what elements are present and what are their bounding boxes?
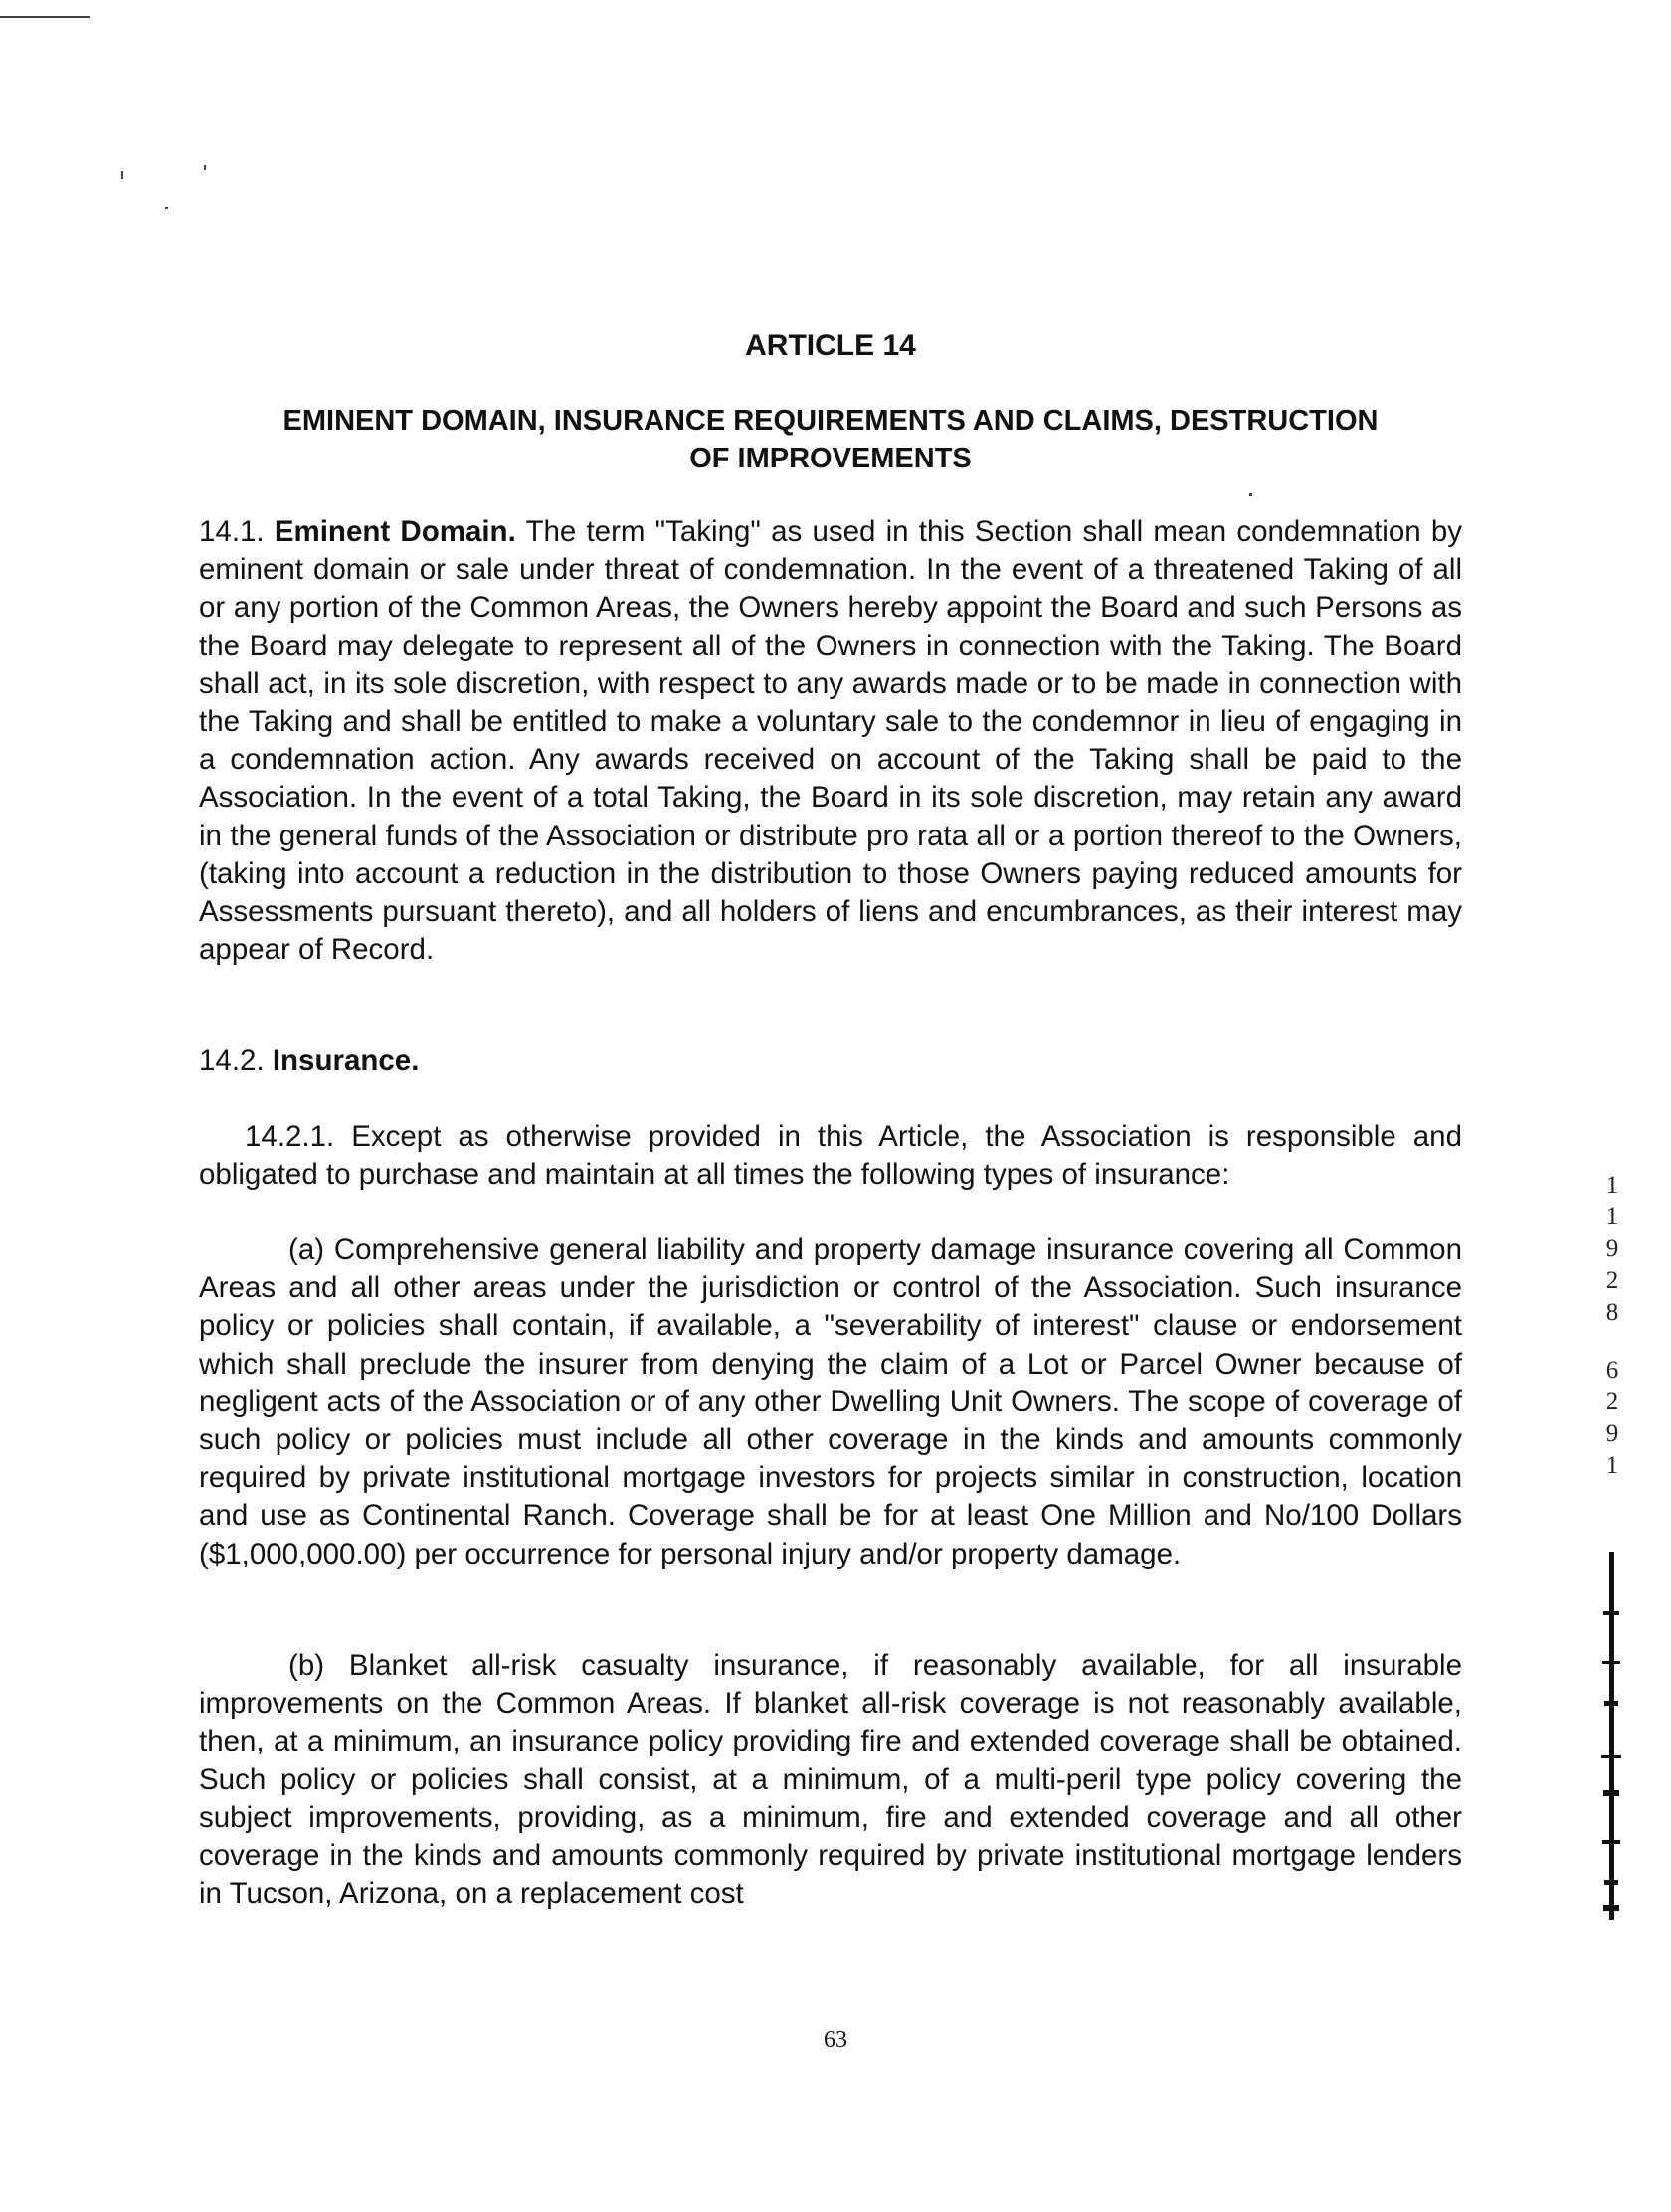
stamp-gap bbox=[1595, 1329, 1629, 1355]
section-14-2-heading bbox=[199, 1042, 419, 1080]
section-heading: Eminent Domain. bbox=[274, 515, 516, 548]
scan-mark-top-left bbox=[0, 16, 90, 18]
stamp-digit: 1 bbox=[1605, 1172, 1619, 1198]
stamp-digit: 2 bbox=[1605, 1267, 1619, 1294]
stamp-digit: 8 bbox=[1605, 1299, 1619, 1326]
article-subtitle bbox=[199, 402, 1462, 477]
clause-b-paragraph: (b) Blanket all-risk casualty insurance, if reasonably available, for all insurable improvements on the Common Areas. If blanket all-risk coverage is not reasonably available, then, at a minimum, an insurance policy providing fire and extended coverage shall be obtained. Such policy or policies shall consist, at a minimum, of a multi-peril type policy covering the subject improvements, providing, as a minimum, fire and extended coverage and all other coverage in the kinds and amounts commonly required by private institutional mortgage lenders in Tucson, Arizona, on a replacement cost bbox=[199, 1649, 1462, 1911]
subtitle-line-1: EMINENT DOMAIN, INSURANCE REQUIREMENTS AND CLAIMS, DESTRUCTION bbox=[282, 405, 1379, 437]
stamp-digit: 6 bbox=[1605, 1357, 1619, 1383]
stamp-digit: 1 bbox=[1605, 1203, 1619, 1230]
barcode-strip bbox=[1599, 1552, 1623, 1920]
page-number: 63 bbox=[824, 2027, 847, 2053]
section-14-1-paragraph bbox=[199, 513, 1462, 969]
scan-mark-dot bbox=[204, 165, 206, 170]
stamp-digit: 9 bbox=[1605, 1235, 1619, 1262]
stamp-digit: 9 bbox=[1605, 1420, 1619, 1447]
section-body: The term "Taking" as used in this Section shall mean condemnation by eminent domain or sale under threat of condemnation. In the event of a threatened Taking of all or any portion of the Common Areas, the Owners hereby appoint the Board and such Persons as the Board may delegate to represent all of the Owners in connection with the Taking. The Board shall act, in its sole discretion, with respect to any awards made or to be made in connection with the Taking and shall be entitled to make a voluntary sale to the condemnor in lieu of engaging in a condemnation action. Any awards received on account of the Taking shall be paid to the Association. In the event of a total Taking, the Board in its sole discretion, may retain any award in the general funds of the Association or distribute pro rata all or a portion thereof to the Owners, (taking into account a reduction in the distribution to those Owners paying reduced amounts for Assessments pursuant thereto), and all holders of liens and encumbrances, as their interest may appear of Record. bbox=[199, 515, 1462, 967]
section-number: 14.2. bbox=[199, 1044, 265, 1077]
stamp-digit: 1 bbox=[1605, 1452, 1619, 1479]
section-14-2-1-paragraph: 14.2.1. Except as otherwise provided in this Article, the Association is responsible and obligated to purchase and maintain at all times the following types of insurance: bbox=[199, 1120, 1462, 1192]
subtitle-line-2: OF IMPROVEMENTS bbox=[689, 443, 972, 474]
scan-mark-dot bbox=[121, 171, 123, 179]
stamp-digit: 2 bbox=[1605, 1388, 1619, 1415]
section-number: 14.1. bbox=[199, 515, 265, 548]
section-heading: Insurance. bbox=[272, 1044, 420, 1077]
scan-mark-dot bbox=[1249, 493, 1252, 496]
recording-number-stamp bbox=[1595, 1170, 1629, 1482]
clause-a-paragraph: (a) Comprehensive general liability and property damage insurance covering all Common Areas and all other areas under the jurisdiction or control of the Association. Such insurance policy or policies shall contain, if available, a "severability of interest" clause or endorsement which shall preclude the insurer from denying the claim of a Lot or Parcel Owner because of negligent acts of the Association or of any other Dwelling Unit Owners. The scope of coverage of such policy or policies must include all other coverage in the kinds and amounts commonly required by private institutional mortgage investors for projects similar in construction, location and use as Continental Ranch. Coverage shall be for at least One Million and No/100 Dollars ($1,000,000.00) per occurrence for personal injury and/or property damage. bbox=[199, 1233, 1462, 1570]
scan-mark-dot bbox=[165, 207, 168, 209]
article-title: ARTICLE 14 bbox=[745, 329, 916, 362]
